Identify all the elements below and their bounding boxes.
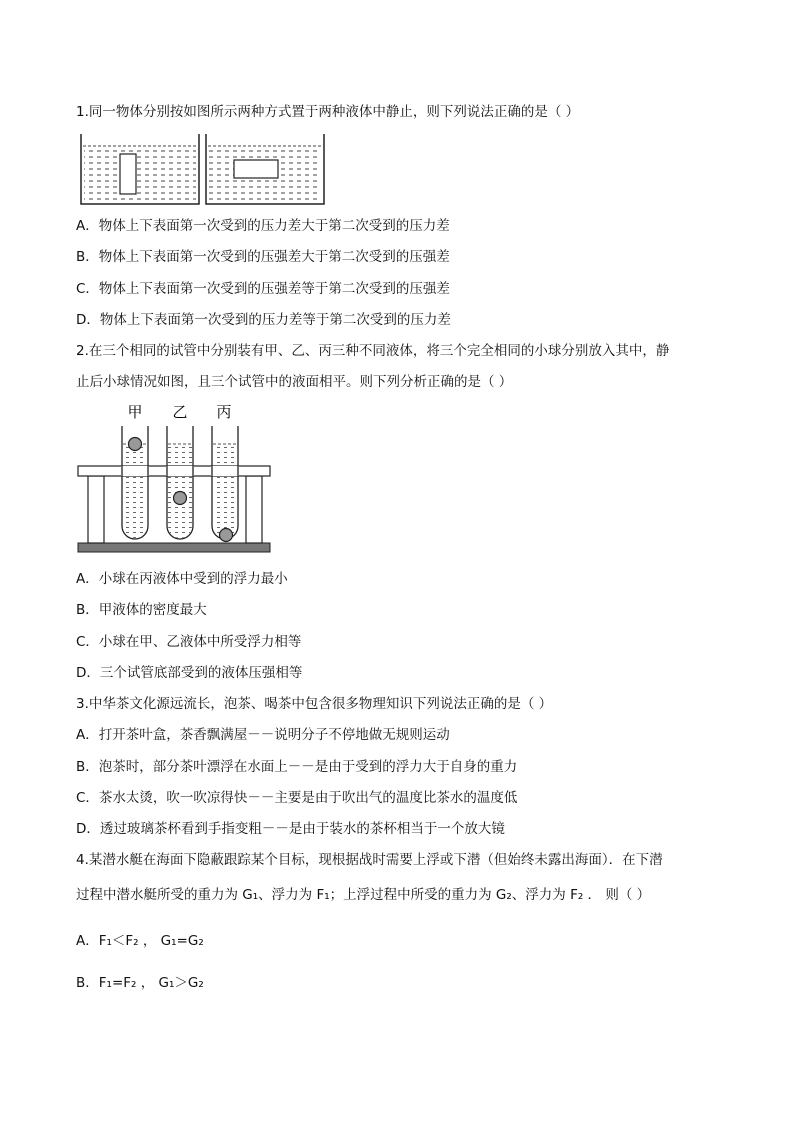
question-4-option-b: B．F₁=F₂ ， G₁＞G₂ (76, 975, 204, 991)
question-2-stem-line-1: 2.在三个相同的试管中分别装有甲、乙、丙三种不同液体，将三个完全相同的小球分别放入其中，静 (76, 343, 670, 359)
question-2-option-c: C．小球在甲、乙液体中所受浮力相等 (76, 634, 302, 650)
container-right (206, 134, 324, 204)
question-3-stem: 3.中华茶文化源远流长，泡茶、喝茶中包含很多物理知识下列说法正确的是（ ） (76, 696, 553, 712)
test-tube-bing (212, 426, 238, 542)
ball-bing (220, 529, 233, 542)
question-3-option-d: D．透过玻璃茶杯看到手指变粗－－是由于装水的茶杯相当于一个放大镜 (76, 821, 505, 837)
ball-jia (129, 438, 142, 451)
question-2-figure (76, 400, 276, 558)
question-1-option-b: B．物体上下表面第一次受到的压强差大于第二次受到的压强差 (76, 249, 450, 265)
test-tube-jia (122, 426, 148, 539)
question-3-option-b: B．泡茶时，部分茶叶漂浮在水面上－－是由于受到的浮力大于自身的重力 (76, 759, 518, 775)
question-3-option-c: C．茶水太烫，吹一吹凉得快－－主要是由于吹出气的温度比茶水的温度低 (76, 790, 518, 806)
question-4-stem-line-2: 过程中潜水艇所受的重力为 G₁、浮力为 F₁；上浮过程中所受的重力为 G₂、浮力为 F₂ ． 则（ ） (76, 887, 651, 903)
question-2-option-d: D．三个试管底部受到的液体压强相等 (76, 665, 303, 681)
question-2-option-a: A．小球在丙液体中受到的浮力最小 (76, 571, 288, 587)
question-1-option-d: D．物体上下表面第一次受到的压力差等于第二次受到的压力差 (76, 312, 451, 328)
question-3-option-a: A．打开茶叶盒，茶香飘满屋－－说明分子不停地做无规则运动 (76, 727, 450, 743)
question-1-figure (80, 130, 350, 206)
question-4-stem-line-1: 4.某潜水艇在海面下隐蔽跟踪某个目标，现根据战时需要上浮或下潜（但始终未露出海面）．在下潜 (76, 852, 663, 868)
question-2-stem-line-2: 止后小球情况如图，且三个试管中的液面相平。则下列分析正确的是（ ） (76, 374, 513, 390)
container-left (81, 134, 199, 204)
label-bing: 丙 (216, 403, 232, 421)
question-2-option-b: B．甲液体的密度最大 (76, 602, 207, 618)
label-yi: 乙 (172, 403, 188, 421)
label-jia: 甲 (127, 403, 143, 421)
question-1-option-a: A．物体上下表面第一次受到的压力差大于第二次受到的压力差 (76, 218, 450, 234)
test-tube-yi (167, 426, 193, 539)
question-1-stem: 1.同一物体分别按如图所示两种方式置于两种液体中静止，则下列说法正确的是（ ） (76, 104, 580, 120)
question-1-option-c: C．物体上下表面第一次受到的压强差等于第二次受到的压强差 (76, 281, 450, 297)
question-4-option-a: A．F₁＜F₂ ， G₁=G₂ (76, 933, 204, 949)
ball-yi (174, 492, 187, 505)
